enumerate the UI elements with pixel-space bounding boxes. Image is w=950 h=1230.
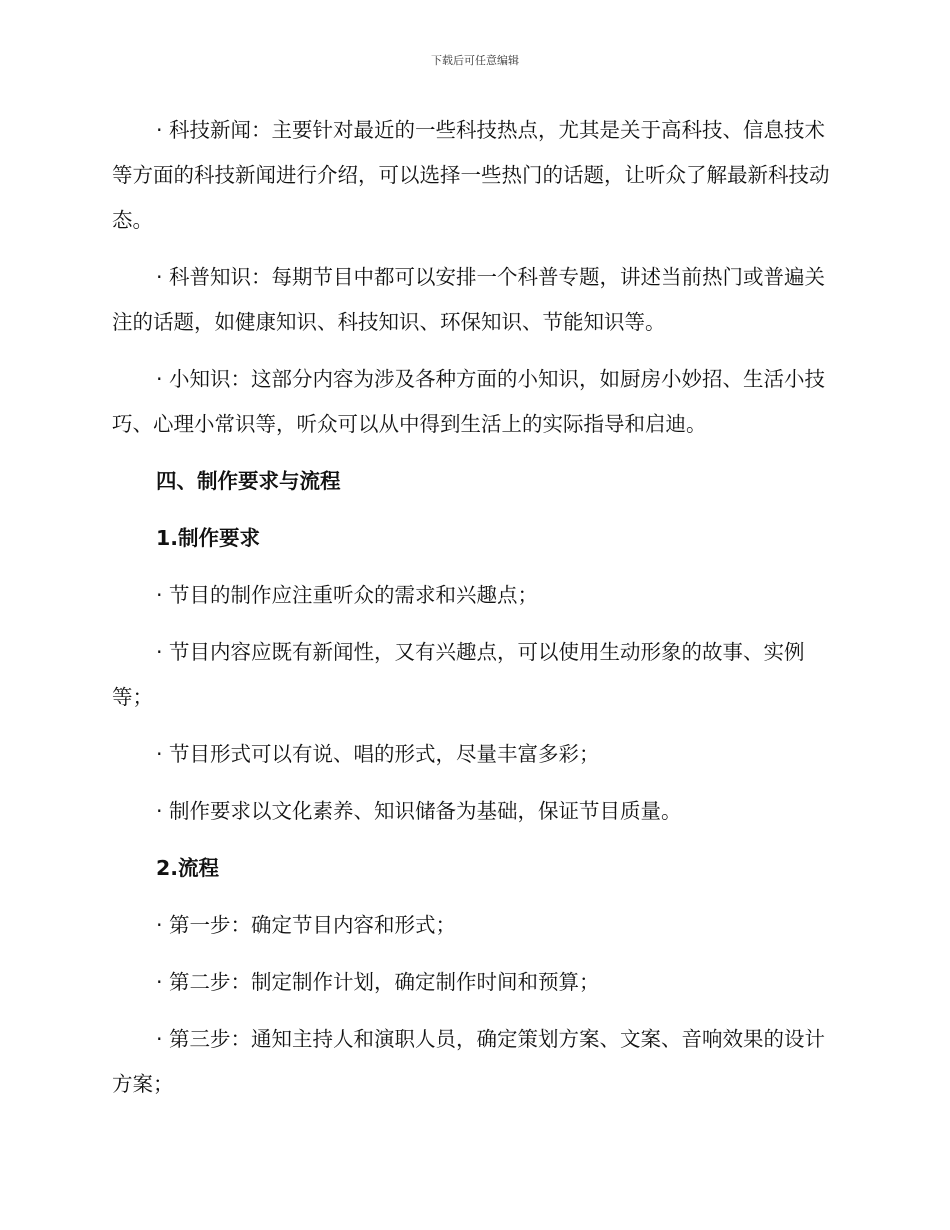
- process-step: · 第三步：通知主持人和演职人员，确定策划方案、文案、音响效果的设计方案；: [112, 1027, 826, 1096]
- requirement-item: · 节目的制作应注重听众的需求和兴趣点；: [156, 583, 539, 607]
- process-step: · 第一步：确定节目内容和形式；: [156, 913, 457, 937]
- requirement-item: · 节目形式可以有说、唱的形式，尽量丰富多彩；: [156, 742, 600, 766]
- section-heading-production: 四、制作要求与流程: [156, 469, 341, 493]
- page-header: 下载后可任意编辑: [431, 54, 519, 67]
- paragraph-tech-news: · 科技新闻：主要针对最近的一些科技热点，尤其是关于高科技、信息技术等方面的科技新闻进行介绍，可以选择一些热门的话题，让听众了解最新科技动态。: [112, 118, 830, 232]
- subheading-process: 2.流程: [156, 856, 220, 880]
- document-body: [112, 108, 834, 1119]
- requirement-item: · 制作要求以文化素养、知识储备为基础，保证节目质量。: [156, 799, 682, 823]
- paragraph-tips: · 小知识：这部分内容为涉及各种方面的小知识，如厨房小妙招、生活小技巧、心理小常识等，听众可以从中得到生活上的实际指导和启迪。: [112, 367, 826, 436]
- subheading-requirements: 1.制作要求: [156, 526, 261, 550]
- requirement-item: · 节目内容应既有新闻性，又有兴趣点，可以使用生动形象的故事、实例等；: [112, 640, 805, 709]
- paragraph-science-knowledge: · 科普知识：每期节目中都可以安排一个科普专题，讲述当前热门或普遍关注的话题，如健康知识、科技知识、环保知识、节能知识等。: [112, 265, 826, 334]
- process-step: · 第二步：制定制作计划，确定制作时间和预算；: [156, 970, 600, 994]
